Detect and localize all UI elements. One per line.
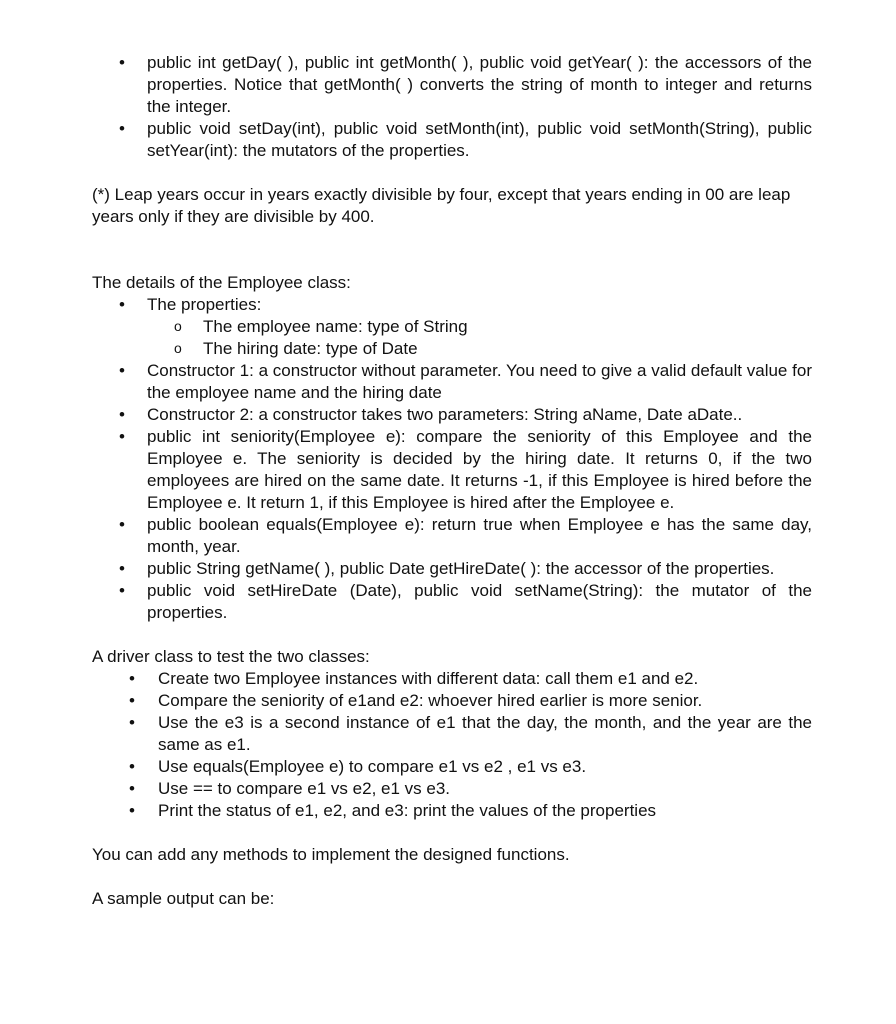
accessor-mutator-list <box>92 52 812 162</box>
employee-properties-sublist <box>92 316 812 360</box>
list-item: • Use equals(Employee e) to compare e1 vs e2 , e1 vs e3. <box>92 756 812 778</box>
list-item <box>92 294 812 316</box>
list-item: • Create two Employee instances with different data: call them e1 and e2. <box>92 668 812 690</box>
list-item: • public int seniority(Employee e): compare the seniority of this Employee and the Employee e. The seniority is decided by the hiring date. It returns 0, if the two employees are hired on the same date. It returns -1, if this Employee is hired before the Employee e. It return 1, if this Employee is hired after the Employee e. <box>92 426 812 514</box>
list-item: • public boolean equals(Employee e): return true when Employee e has the same day, month, year. <box>92 514 812 558</box>
list-item: • public void setHireDate (Date), public void setName(String): the mutator of the properties. <box>92 580 812 624</box>
list-item: • public int getDay( ), public int getMonth( ), public void getYear( ): the accessors of the properties. Notice that getMonth( ) converts the string of month to integer and returns the integer. <box>92 52 812 118</box>
add-methods-note: You can add any methods to implement the designed functions. <box>92 845 570 864</box>
sub-list-item: o The employee name: type of String <box>92 316 812 338</box>
list-item: • Use the e3 is a second instance of e1 that the day, the month, and the year are the same as e1. <box>92 712 812 756</box>
list-item: • public String getName( ), public Date getHireDate( ): the accessor of the properties. <box>92 558 812 580</box>
list-item: • Compare the seniority of e1and e2: whoever hired earlier is more senior. <box>92 690 812 712</box>
list-item: • Constructor 2: a constructor takes two parameters: String aName, Date aDate.. <box>92 404 812 426</box>
sample-output-label: A sample output can be: <box>92 889 275 908</box>
sub-list-item: o The hiring date: type of Date <box>92 338 812 360</box>
employee-class-heading: The details of the Employee class: <box>92 273 351 292</box>
list-item: • Constructor 1: a constructor without parameter. You need to give a valid default value for the employee name and the hiring date <box>92 360 812 404</box>
driver-class-heading: A driver class to test the two classes: <box>92 647 370 666</box>
driver-class-list <box>92 668 812 822</box>
list-item: • Use == to compare e1 vs e2, e1 vs e3. <box>92 778 812 800</box>
list-item: • Print the status of e1, e2, and e3: print the values of the properties <box>92 800 812 822</box>
leap-year-note: (*) Leap years occur in years exactly divisible by four, except that years ending in 00 are leap years only if they are divisible by 400. <box>92 185 791 226</box>
properties-label: The properties: <box>147 295 262 314</box>
employee-details-list <box>92 294 812 316</box>
employee-details-list-continued <box>92 360 812 624</box>
list-item: • public void setDay(int), public void setMonth(int), public void setMonth(String), public setYear(int): the mutators of the properties. <box>92 118 812 162</box>
